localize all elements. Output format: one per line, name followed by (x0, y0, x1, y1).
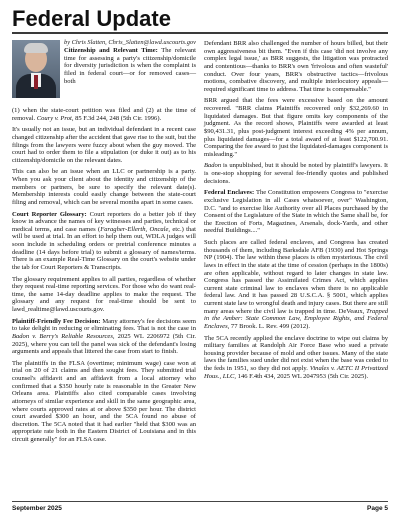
section-heading: Plaintiff-Friendly Fee Decision: (12, 317, 103, 325)
section-heading: Federal Enclaves: (204, 189, 256, 197)
right-column (204, 40, 388, 384)
text-run: is unpublished, but it should be noted by plaintiff's lawyers. It is one-stop shopping for several fee-friendly quotes and published decisions. (204, 162, 388, 185)
text-run: Vinales v. AETC II Privatized Hous., LLC (204, 365, 388, 380)
paragraph (204, 239, 388, 331)
text-run: Faragher-Ellerth, Oncale (100, 225, 169, 233)
paragraph (12, 107, 196, 122)
paragraph (12, 276, 196, 314)
paragraph (204, 40, 388, 93)
author-byline: by Chris Slatten, Chris_Slatten@lawd.uscourts.gov (64, 39, 196, 46)
text-run: Defendant BRR also challenged the number of hours billed, but their own aggressiveness bit them. "Even if this case 'did not involve any complex legal issue,' as BRR suggests, the litigation was protracted and contentious—thanks to BRR's own 'frivolous and often wasteful' conduct. Over four years, BRR's obstructive tactics—frivolous motions, combative discovery, and multiple interlocutory appeals—required significant time to address. That time is compensable." (204, 40, 388, 93)
paragraph (12, 168, 196, 206)
paragraph (12, 360, 196, 444)
text-run: The 5CA recently applied the enclave doctrine to wipe out claims by military families at Randolph Air Force Base who sued a private housing provider because of mold and other issues. Many of the state laws the families sued under did not exist when the base was ceded to the feds in 1951, so they did not apply. (204, 334, 388, 372)
text-run: Trapped in the Amber: State Common Law, Employee Rights, and Federal Enclaves (204, 307, 388, 330)
paragraph (204, 162, 388, 185)
text-run: This can also be an issue when an LLC or partnership is a party. When you ask your client about the identity and citizenship of the members or partners, be sure to specify the relevant date(s). Membership interests could easily change between the state-court filing and removal, which can be several months apart in some cases. (12, 168, 196, 206)
left-column (12, 107, 196, 448)
text-run: The plaintiffs in the FLSA (overtime; minimum wage) case won at trial on 20 of 21 claims and then sought fees. They submitted trial counsel's affidavit and an affidavit from a local attorney who confirmed that a $350 hourly rate is reasonable in the Greater New Orleans area. Plaintiffs also cited comparable cases involving attorneys of similar experience and skill in the same geographic area, where courts approved rates at or above $350 per hour. The district court awarded $300 an hour, and the 5CA found no abuse of discretion. The 5CA noted that it had earlier "held that $300 was an appropriate rate both in the Eastern District of Louisiana and in this circuit generally" for an FLSA case. (12, 359, 196, 443)
text-run: Court reporters do a better job if they know in advance the names of key witnesses and parties, technical or medical terms, and case names ( (12, 210, 196, 233)
text-run: Badon v. Berry's Reliable Resources (12, 332, 113, 340)
text-run: , 77 Brook. L. Rev. 499 (2012). (227, 322, 310, 330)
page-footer (12, 501, 388, 518)
text-run: , 2025 WL 2206972 (5th Cir. 2025), where you can tell the panel was sick of the defendant's losing arguments and appeals that littered the case from start to finish. (12, 332, 196, 356)
header-rule (12, 32, 388, 34)
footer-date: September 2025 (12, 505, 62, 512)
paragraph (204, 97, 388, 158)
footer-page-number: Page 5 (367, 505, 388, 512)
text-run: , etc.) that will be used at trial. In an effort to help them out, WDLA judges will soon include in scheduling orders or pretrial conference minutes a deadline (14 days before trial) to submit a glossary of names/terms. There is an example Real-Time Glossary on the court's website under the tab for Court Reporters & Transcripts. (12, 225, 196, 271)
text-run: The relevant time for assessing a party's citizenship/domicile for diversity jurisdiction is when the complaint is filed in federal court—or for removed cases—both (64, 47, 196, 85)
paragraph (12, 211, 196, 272)
text-run: It's usually not an issue, but an individual defendant in a recent case changed citizenship after the accident that gave rise to the suit, but the filings from the lawyers were fuzzy about when the guy moved. The court had to order them to file a stipulation (or duke it out) as to his citizenship/domicile on the relevant dates. (12, 126, 196, 164)
text-run: Badon (204, 162, 222, 170)
paragraph (204, 189, 388, 235)
paragraph (12, 318, 196, 356)
text-run: The Constitution empowers Congress to "exercise exclusive Legislation in all Cases whatsoever, over" Washington, D.C. "and to exercise like Authority over all Places purchased by the Consent of the Legislature of the State in which the Same shall be, for the Erection of Forts, Magazines, Arsenals, dock-Yards, and other needful Buildings...." (204, 189, 388, 235)
paragraph (64, 47, 196, 85)
text-run: The glossary requirement applies to all parties, regardless of whether they request real-time reporting services. For those who do want real-time, the same 14-day deadline applies to make the request. The glossary and any request for real-time should be sent to lawd_realtime@lawd.uscourts.gov. (12, 275, 196, 313)
text-run: Many attorney's fee decisions seem to take delight in reducing or eliminating fees. That is not the case in (12, 317, 197, 333)
paragraph (12, 126, 196, 164)
section-heading: Court Reporter Glossary: (12, 210, 90, 218)
text-run: Coury v. Prot (36, 114, 72, 122)
section-heading: Citizenship and Relevant Time: (64, 47, 162, 54)
text-run: , 85 F.3d 244, 248 (5th Cir. 1996). (71, 114, 162, 122)
text-run: BRR argued that the fees were excessive based on the amount recovered. "BRR claims Plaintiffs recovered only $32,269.60 in liquidated damages. But that figure omits key components of the judgment. As the record shows, Plaintiffs were awarded at least $90,431.31, plus post-judgment interest exceeding 4% per annum, plus liquidated damages—for a total award of at least $122,700.91. Comparing the fee award to just the liquidated-damages component is misleading." (204, 97, 388, 158)
page-title: Federal Update (12, 6, 171, 31)
text-run: , 146 F.4th 434, 2025 WL 2047953 (5th Cir. 2025). (234, 372, 369, 380)
left-column-top (64, 47, 196, 89)
text-run: Such places are called federal enclaves, and Congress has created thousands of them, including Barksdale AFB (1930) and Hot Springs NP (1904). The law within these places is often mysterious. The civil laws in effect in the state at the time of cession (perhaps in the 1800s) are often applicable, without regard to later changes in state law. Congress has passed the Assimilated Crimes Act, which applies current state criminal law to enclaves when there is no applicable federal law. And it has passed 28 U.S.C.A. § 5001, which applies current state law to wrongful death and injury cases. But there are still many areas where the civil law is trapped in time. DeVeaux, (204, 239, 388, 315)
text-run: (1) when the state-court petition was filed and (2) at the time of removal. (12, 107, 196, 122)
paragraph (204, 335, 388, 381)
author-photo (12, 40, 60, 98)
